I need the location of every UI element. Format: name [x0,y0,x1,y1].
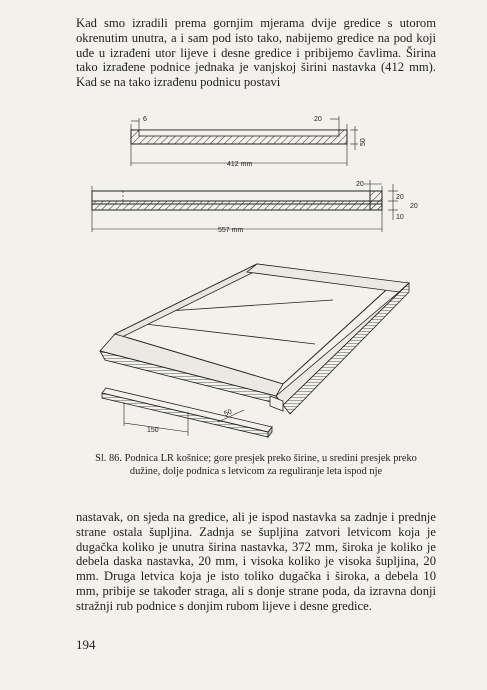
dim-10: 10 [396,214,404,221]
dim-557: 557 mm [218,227,244,234]
section-length-floor [92,201,382,210]
page-number: 194 [76,637,96,652]
section-length-cleat [370,191,382,210]
section-width-groove [139,130,339,136]
dim-20-a: 20 [396,194,404,201]
dim-20: 20 [314,116,322,123]
cleat-side [102,393,268,437]
section-width-diagram [131,116,367,168]
paragraph-top: Kad smo izradili prema gornjim mjerama dvije gredice s utorom okrenutim unutra, a i sam pod isto tako, nabijemo gredice na pod koji uđe u izrađeni utor lijeve i desne gredice i pribijemo čavlima. Širina tako izrađene podnice jednaka je vanjskoj širini nastavka (412 mm). Kad se na tako izrađenu podnicu postavi [76,16,436,90]
dim-20-top: 20 [356,181,364,188]
paragraph-bottom: nastavak, on sjeda na gredice, ali je ispod nastavka sa zadnje i prednje strane ostala šupljina. Zadnja se šupljina zatvori letvicom koja je dugačka koliko je unutra širina nastavka, 372 mm, široka je koliko je debela daska nastavka, 20 mm, i visoka koliko je visoka šupljina, 20 mm. Druga letvica koja je isto toliko dugačka i široka, a debela 10 mm, pribije se također straga, ali s donje strane poda, da izravna donji stražnji rub podnice s donjim rubom lijeve i desne gredice. [76,510,436,613]
section-length-diagram [92,180,418,234]
dim-6: 6 [143,116,147,123]
perspective-diagram [100,264,409,437]
dim-50: 50 [360,138,367,146]
figure-caption: Sl. 86. Podnica LR košnice; gore presjek preko širine, u sredini presjek preko dužine, dolje podnica s letvicom za reguliranje leta ispod nje [95,453,417,477]
dim-412: 412 mm [227,161,253,168]
dim-20-b: 20 [410,203,418,210]
dim-50-perspective: 50 [223,408,234,418]
dim-150: 150 [147,427,159,434]
